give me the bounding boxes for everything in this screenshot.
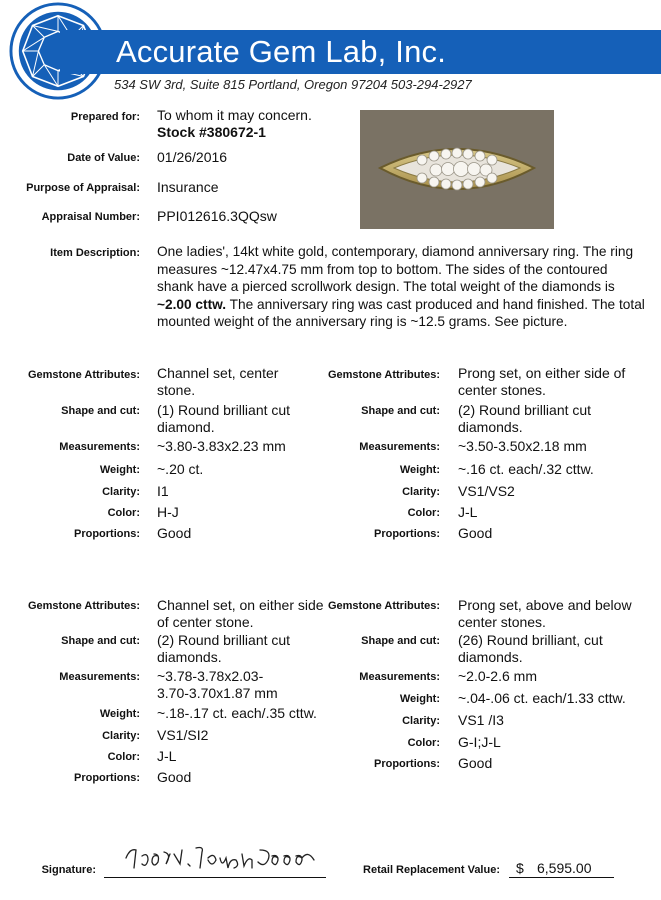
shape-and-cut-cont: diamond. [157,419,215,435]
clarity-label: Clarity: [402,715,440,727]
company-address: 534 SW 3rd, Suite 815 Portland, Oregon 97204 503-294-2927 [114,77,472,92]
measurements-cont: 3.70-3.70x1.87 mm [157,685,278,701]
clarity-label: Clarity: [402,486,440,498]
gemstone-attributes: Prong set, on either side of [458,365,626,381]
gemstone-attributes: Channel set, on either side [157,597,324,613]
shape-and-cut-label: Shape and cut: [361,405,440,417]
ring-photo [360,110,554,229]
shape-and-cut: (2) Round brilliant cut [157,632,291,648]
date-of-value: 01/26/2016 [157,149,228,165]
color: J-L [458,504,478,520]
measurements: ~2.0-2.6 mm [458,668,537,684]
retail-value-line [509,877,614,878]
retail-value: 6,595.00 [537,860,592,876]
shape-and-cut-label: Shape and cut: [61,405,140,417]
proportions: Good [458,755,493,771]
description-text-1: One ladies', 14kt white gold, contemporary, diamond anniversary ring. The ring measures ~12.47x4.75 mm from top to bottom. The sides of the contoured shank have a pierced scrollwork design. The total weight of the diamonds is [157,244,634,295]
gemstone-attributes-cont: center stones. [458,382,546,398]
item-description [157,243,647,331]
color-label: Color: [107,751,140,763]
measurements-label: Measurements: [59,441,140,453]
measurements-label: Measurements: [359,671,440,683]
clarity: VS1 /I3 [458,712,504,728]
measurements-label: Measurements: [359,441,440,453]
shape-and-cut-cont: diamonds. [458,649,523,665]
retail-replacement-label: Retail Replacement Value: [363,864,500,876]
date-of-value-label: Date of Value: [67,152,140,164]
gemstone-attributes-label: Gemstone Attributes: [27,600,140,612]
gemstone-attributes-label: Gemstone Attributes: [327,369,440,381]
shape-and-cut: (2) Round brilliant cut [458,402,592,418]
color: J-L [157,748,177,764]
purpose-label: Purpose of Appraisal: [26,182,140,194]
color-label: Color: [107,507,140,519]
weight: ~.16 ct. each/.32 cttw. [458,461,594,477]
color: G-I;J-L [458,734,501,750]
ring-icon [360,110,554,229]
color-label: Color: [407,507,440,519]
appraisal-number: PPI012616.3QQsw [157,208,277,224]
shape-and-cut: (1) Round brilliant cut [157,402,291,418]
weight-label: Weight: [399,693,440,705]
proportions: Good [157,525,192,541]
gemstone-attributes: Channel set, center [157,365,279,381]
weight: ~.04-.06 ct. each/1.33 cttw. [458,690,626,706]
gemstone-attributes-label: Gemstone Attributes: [27,369,140,381]
proportions-label: Proportions: [374,528,440,540]
shape-and-cut-label: Shape and cut: [61,635,140,647]
total-weight: ~2.00 cttw. [157,296,227,312]
measurements: ~3.50-3.50x2.18 mm [458,438,587,454]
clarity: VS1/SI2 [157,727,209,743]
color-label: Color: [407,737,440,749]
weight: ~.20 ct. [157,461,204,477]
shape-and-cut: (26) Round brilliant, cut [458,632,603,648]
shape-and-cut-cont: diamonds. [458,419,523,435]
gemstone-attributes: Prong set, above and below [458,597,632,613]
proportions-label: Proportions: [74,528,140,540]
clarity: I1 [157,483,169,499]
measurements-label: Measurements: [59,671,140,683]
color: H-J [157,504,179,520]
clarity: VS1/VS2 [458,483,515,499]
item-description-label: Item Description: [50,247,140,259]
prepared-for-value: To whom it may concern. [157,107,312,123]
gemstone-attributes-cont: of center stone. [157,614,254,630]
description-text-2: The anniversary ring was cast produced and hand finished. The total mounted weight of the anniversary ring is ~12.5 grams. See picture. [157,296,645,330]
signature-line [104,877,326,878]
clarity-label: Clarity: [102,730,140,742]
company-name: Accurate Gem Lab, Inc. [116,34,447,69]
proportions-label: Proportions: [374,758,440,770]
signature-label: Signature: [41,864,96,876]
proportions: Good [458,525,493,541]
gemstone-attributes-cont: stone. [157,382,196,398]
shape-and-cut-label: Shape and cut: [361,635,440,647]
proportions: Good [157,769,192,785]
stock-number: Stock #380672-1 [157,124,266,140]
weight-label: Weight: [99,708,140,720]
appraisal-number-label: Appraisal Number: [41,211,140,223]
proportions-label: Proportions: [74,772,140,784]
weight-label: Weight: [399,464,440,476]
measurements: ~3.78-3.78x2.03- [157,668,264,684]
gemstone-attributes-label: Gemstone Attributes: [327,600,440,612]
gemstone-attributes-cont: center stones. [458,614,546,630]
handwritten-signature [122,840,322,876]
clarity-label: Clarity: [102,486,140,498]
shape-and-cut-cont: diamonds. [157,649,222,665]
measurements: ~3.80-3.83x2.23 mm [157,438,286,454]
currency-symbol: $ [516,860,524,876]
weight: ~.18-.17 ct. each/.35 cttw. [157,705,317,721]
purpose-value: Insurance [157,179,219,195]
prepared-for-label: Prepared for: [70,111,140,123]
weight-label: Weight: [99,464,140,476]
